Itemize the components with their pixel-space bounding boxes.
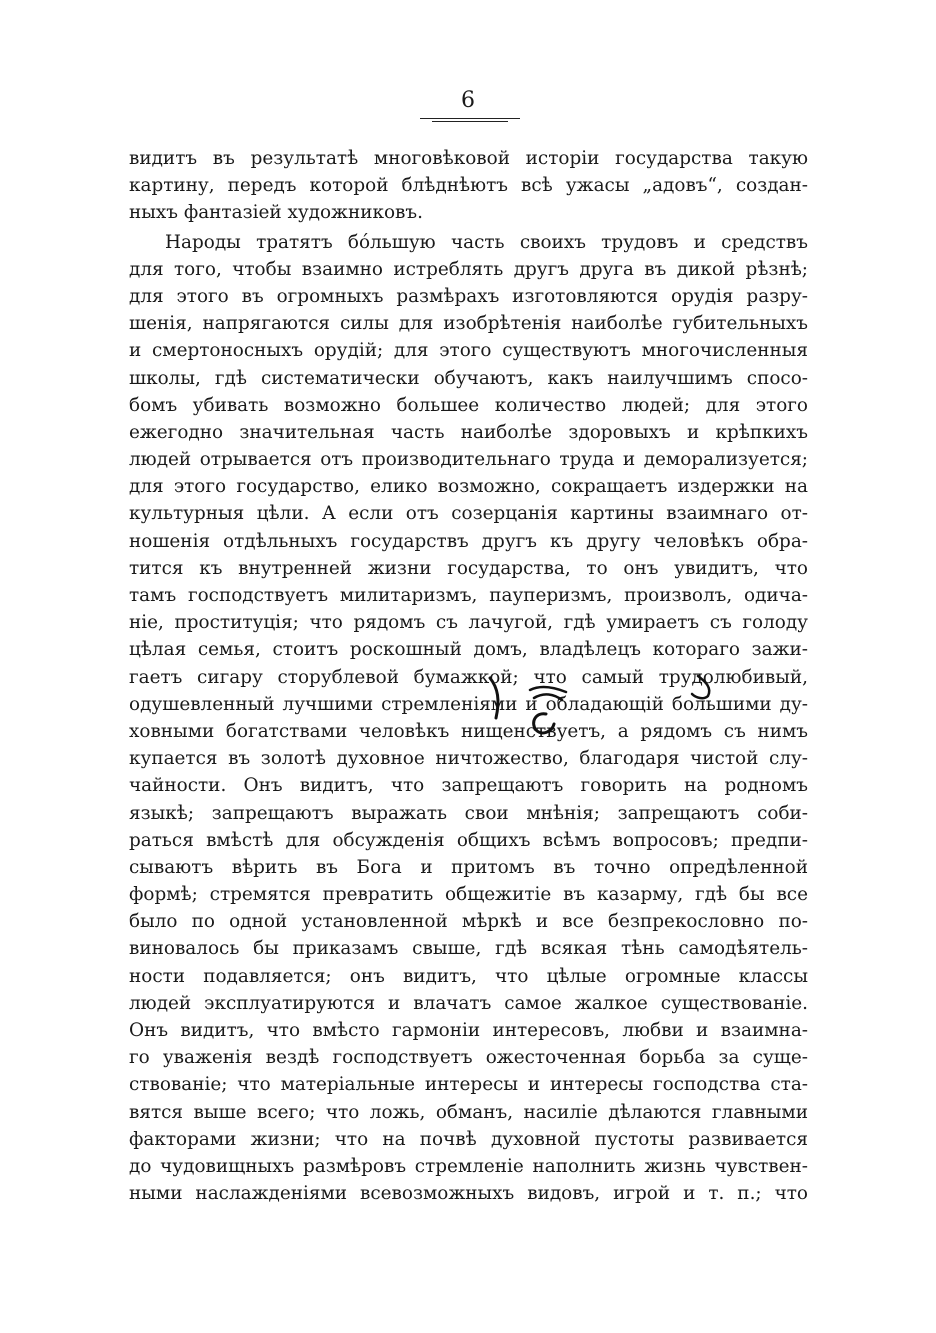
- text-line: было по одной установленной мѣркѣ и все безпрекословно по-: [129, 911, 808, 933]
- text-line: видитъ въ результатѣ многовѣковой исторіи государства такую: [129, 148, 808, 169]
- text-line: гаетъ сигару сторублевой бумажкой; что самый трудолюбивый,: [129, 666, 808, 688]
- text-line: для того, чтобы взаимно истреблять другъ друга въ дикой рѣзнѣ;: [129, 258, 808, 280]
- text-line: для этого государство, елико возможно, сокращаетъ издержки на: [129, 476, 808, 498]
- text-line: ніе, проституція; что рядомъ съ лачугой, гдѣ умираетъ съ голоду: [129, 612, 808, 634]
- text-line: школы, гдѣ систематически обучаютъ, какъ наилучшимъ спосо-: [129, 367, 808, 389]
- text-line: для этого въ огромныхъ размѣрахъ изготовляются орудія разру-: [129, 285, 808, 307]
- paragraph-1: [129, 145, 808, 227]
- text-line: раться вмѣстѣ для обсужденія общихъ всѣмъ вопросовъ; предпи-: [129, 829, 808, 851]
- page-number-rule: [420, 118, 520, 119]
- text-line: и смертоносныхъ орудій; для этого существуютъ многочисленныя: [129, 340, 808, 362]
- text-line: факторами жизни; что на почвѣ духовной пустоты развивается: [129, 1128, 808, 1150]
- text-line: культурныя цѣли. А если отъ созерцанія картины взаимнаго от-: [129, 503, 808, 525]
- text-line: формѣ; стремятся превратить общежитіе въ казарму, гдѣ бы все: [129, 884, 808, 906]
- text-line: ными наслажденіями всевозможныхъ видовъ, игрой и т. п.; что: [129, 1183, 808, 1205]
- text-line: вятся выше всего; что ложь, обманъ, насиліе дѣлаются главными: [129, 1101, 808, 1123]
- text-line: тится къ внутренней жизни государства, то онъ увидитъ, что: [129, 557, 808, 579]
- text-line: ежегодно значительная часть наиболѣе здоровыхъ и крѣпкихъ: [129, 421, 808, 443]
- text-line: языкѣ; запрещаютъ выражать свои мнѣнія; запрещаютъ соби-: [129, 802, 808, 824]
- text-line: людей эксплуатируются и влачатъ самое жалкое существованіе.: [129, 992, 808, 1014]
- text-line: бомъ убивать возможно большее количество людей; для этого: [129, 394, 808, 416]
- text-line: го уваженія вездѣ господствуетъ ожесточенная борьба за суще-: [129, 1047, 808, 1069]
- text-line: шенія, напрягаются силы для изобрѣтенія наиболѣе губительныхъ: [129, 313, 808, 335]
- text-line: цѣлая семья, стоитъ роскошный домъ, владѣлецъ котораго зажи-: [129, 639, 808, 661]
- text-line: картину, передъ которой блѣднѣютъ всѣ ужасы „адовъ“, создан-: [129, 175, 808, 197]
- paragraph-2: [129, 229, 808, 1208]
- text-line: ности подавляется; онъ видитъ, что цѣлые огромные классы: [129, 965, 808, 987]
- text-line: купается въ золотѣ духовное ничтожество, благодаря чистой слу-: [129, 748, 808, 770]
- page-number: 6: [461, 88, 475, 113]
- text-line: ховными богатствами человѣкъ нищенствуетъ, а рядомъ съ нимъ: [129, 720, 808, 742]
- page-number-rule-inner: [432, 121, 508, 122]
- text-line: одушевленный лучшими стремленіями и обладающій большими ду-: [129, 693, 808, 715]
- text-line: чайности. Онъ видитъ, что запрещаютъ говорить на родномъ: [129, 775, 808, 797]
- text-line: ношенія отдѣльныхъ государствъ другъ къ другу человѣкъ обра-: [129, 530, 808, 552]
- text-line: тамъ господствуетъ милитаризмъ, пауперизмъ, произволъ, одича-: [129, 585, 808, 606]
- text-line: Онъ видитъ, что вмѣсто гармоніи интересовъ, любви и взаимна-: [129, 1020, 808, 1041]
- body-text: [129, 145, 808, 1207]
- text-line: виновалось бы приказамъ свыше, гдѣ всякая тѣнь самодѣятель-: [129, 938, 808, 960]
- text-line: Народы тратятъ бóльшую часть своихъ трудовъ и средствъ: [165, 231, 808, 253]
- text-line: людей отрывается отъ производительнаго труда и деморализуется;: [129, 449, 808, 471]
- text-line: до чудовищныхъ размѣровъ стремленіе наполнить жизнь чувствен-: [129, 1155, 808, 1177]
- text-line: ныхъ фантазіей художниковъ.: [129, 202, 423, 224]
- text-line: сываютъ вѣрить въ Бога и притомъ въ точно опредѣленной: [129, 856, 808, 878]
- text-line: ствованіе; что матеріальные интересы и интересы господства ста-: [129, 1074, 808, 1096]
